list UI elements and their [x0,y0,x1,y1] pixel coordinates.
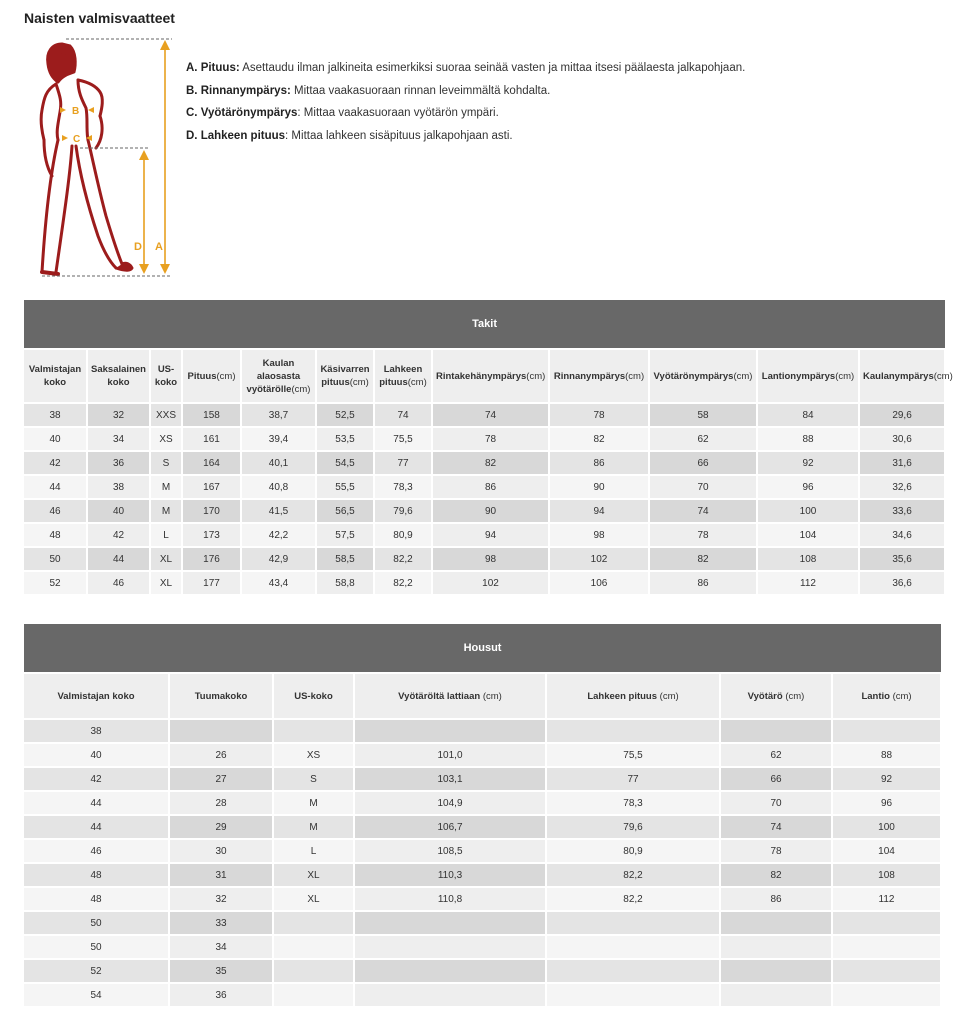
housut-table-cell: M [273,815,354,839]
takit-column-header [549,349,649,403]
takit-table-row [24,547,945,571]
takit-table-cell: XL [150,547,182,571]
takit-table-cell: 80,9 [374,523,432,547]
housut-table-cell: 104 [832,839,941,863]
header-unit: (cm) [933,370,953,382]
housut-table-cell: 80,9 [546,839,720,863]
takit-table-cell: 30,6 [859,427,945,451]
takit-table-cell: M [150,499,182,523]
takit-table-cell: 38 [87,475,150,499]
housut-table-cell [273,935,354,959]
takit-table-cell: 43,4 [241,571,316,595]
takit-table-cell: 48 [24,523,87,547]
takit-table-cell: 96 [757,475,859,499]
takit-table-cell: 34,6 [859,523,945,547]
takit-table-cell: 33,6 [859,499,945,523]
housut-table-cell: 78 [720,839,832,863]
housut-table-cell: 96 [832,791,941,815]
takit-column-header [432,349,549,403]
takit-table-cell: 42,2 [241,523,316,547]
takit-table-cell: 79,6 [374,499,432,523]
takit-table-cell: 46 [87,571,150,595]
housut-table-cell: 31 [169,863,273,887]
takit-table-cell: 31,6 [859,451,945,475]
takit-table-cell: 58 [649,403,757,427]
takit-table-cell: 88 [757,427,859,451]
header-label: Lantio [861,690,890,702]
takit-table-row [24,499,945,523]
housut-table-cell: 30 [169,839,273,863]
housut-table-cell: 75,5 [546,743,720,767]
housut-table-cell: 86 [720,887,832,911]
instruction-d: D. Lahkeen pituus: Mittaa lahkeen sisäpituus jalkapohjaan asti. [186,129,513,142]
takit-table-cell: XS [150,427,182,451]
takit-table-cell: 42 [24,451,87,475]
takit-table-cell: 90 [549,475,649,499]
housut-table-cell: 82,2 [546,887,720,911]
housut-table-cell: S [273,767,354,791]
housut-table-cell: 46 [24,839,169,863]
housut-table-cell: 32 [169,887,273,911]
housut-table-cell [273,983,354,1007]
housut-table-cell [720,719,832,743]
housut-table-cell: 104,9 [354,791,546,815]
header-label: Saksalainen koko [91,364,146,388]
takit-column-header [241,349,316,403]
housut-column-header [273,673,354,719]
header-label: US-koko [154,364,178,388]
header-label: Rintakehänympärys [436,370,527,382]
takit-table-cell: 106 [549,571,649,595]
housut-table-cell: 50 [24,935,169,959]
housut-table-cell: 36 [169,983,273,1007]
takit-table-cell: 52,5 [316,403,374,427]
housut-table-cell [720,959,832,983]
housut-table-cell: 52 [24,959,169,983]
takit-column-header [316,349,374,403]
header-label: Vyötärönympärys [653,370,734,382]
takit-column-header [859,349,953,403]
takit-table-cell: M [150,475,182,499]
takit-table-cell: 84 [757,403,859,427]
header-unit: (cm) [657,690,679,702]
header-unit: (cm) [480,690,502,702]
takit-column-header [374,349,432,403]
housut-table-row [24,863,941,887]
housut-table-cell [720,911,832,935]
takit-table-cell: 53,5 [316,427,374,451]
housut-table-cell: 44 [24,815,169,839]
housut-table-cell: 66 [720,767,832,791]
takit-table-cell: 86 [549,451,649,475]
housut-table-cell [832,983,941,1007]
takit-table-cell: 40,8 [241,475,316,499]
takit-table-row [24,427,945,451]
housut-table-cell [546,983,720,1007]
takit-table-cell: L [150,523,182,547]
housut-table-cell: 44 [24,791,169,815]
header-label: Lantionympärys [761,370,836,382]
header-label: Valmistajan koko [28,364,82,388]
takit-table-cell: 40,1 [241,451,316,475]
housut-table-cell [832,719,941,743]
takit-table-cell: 94 [549,499,649,523]
housut-table-cell: 38 [24,719,169,743]
housut-table-cell: 34 [169,935,273,959]
housut-table-row [24,767,941,791]
housut-table-cell: 50 [24,911,169,935]
takit-table-cell: 32,6 [859,475,945,499]
housut-table-cell [354,935,546,959]
housut-title: Housut [24,624,941,673]
housut-table-cell [169,719,273,743]
housut-table-cell: 27 [169,767,273,791]
label-b: B [72,106,80,117]
housut-table-cell: 77 [546,767,720,791]
housut-table-cell [354,911,546,935]
takit-table-cell: 57,5 [316,523,374,547]
takit-table-cell: 98 [432,547,549,571]
header-label: Vyötärö [747,690,783,702]
takit-table-cell: 77 [374,451,432,475]
housut-table-row [24,719,941,743]
header-unit: (cm) [733,370,753,382]
takit-table-cell: 158 [182,403,241,427]
housut-table-cell [273,719,354,743]
label-d: D [134,241,142,253]
housut-table-cell [354,719,546,743]
takit-size-table [24,300,953,596]
takit-table-cell: 32 [87,403,150,427]
housut-column-header [720,673,832,719]
housut-table-cell: 26 [169,743,273,767]
takit-table-cell: 40 [87,499,150,523]
housut-table-cell: XS [273,743,354,767]
housut-table-cell: 82,2 [546,863,720,887]
housut-table-cell [832,911,941,935]
header-unit: (cm) [526,370,546,382]
housut-table-cell [832,959,941,983]
housut-table-cell: 110,8 [354,887,546,911]
housut-table-cell: 54 [24,983,169,1007]
takit-table-cell: 58,5 [316,547,374,571]
takit-table-cell: 170 [182,499,241,523]
takit-table-cell: 82 [649,547,757,571]
header-unit: (cm) [349,377,369,388]
housut-table-cell: 110,3 [354,863,546,887]
takit-title: Takit [24,300,945,349]
housut-table-cell: 103,1 [354,767,546,791]
housut-table-cell: 48 [24,887,169,911]
header-label: Käsivarren pituus [320,364,370,388]
header-unit: (cm) [407,377,427,388]
housut-table-cell: 101,0 [354,743,546,767]
housut-table-cell: M [273,791,354,815]
housut-table-row [24,911,941,935]
takit-table-cell: 176 [182,547,241,571]
housut-column-header [832,673,941,719]
header-label: Valmistajan koko [57,690,135,702]
housut-table-cell: 79,6 [546,815,720,839]
takit-table-cell: 40 [24,427,87,451]
housut-table-cell: 82 [720,863,832,887]
takit-table-cell: 74 [374,403,432,427]
takit-table-cell: 52 [24,571,87,595]
housut-column-header [546,673,720,719]
takit-table-cell: 161 [182,427,241,451]
takit-table-cell: 35,6 [859,547,945,571]
measurement-figure [22,36,174,282]
housut-table-cell: 28 [169,791,273,815]
header-label: Pituus [187,370,217,382]
instruction-a: A. Pituus: Asettaudu ilman jalkineita esimerkiksi suoraa seinää vasten ja mittaa itsesi päälaesta jalkapohjaan. [186,62,746,74]
takit-table-cell: 44 [87,547,150,571]
takit-table-cell: 78 [432,427,549,451]
takit-table-cell: 112 [757,571,859,595]
housut-table-row [24,887,941,911]
takit-table-cell: 98 [549,523,649,547]
takit-table-cell: S [150,451,182,475]
header-unit: (cm) [625,370,645,382]
housut-table-cell: 35 [169,959,273,983]
takit-table-cell: 108 [757,547,859,571]
woman-silhouette-icon [41,44,132,274]
takit-table-cell: 78 [549,403,649,427]
housut-table-row [24,815,941,839]
housut-table-cell: 100 [832,815,941,839]
header-label: Lahkeen pituus [587,690,658,702]
housut-table-row [24,959,941,983]
takit-table-row [24,475,945,499]
housut-table-cell: 62 [720,743,832,767]
takit-table-cell: 38,7 [241,403,316,427]
header-unit: (cm) [216,370,236,382]
takit-table-cell: 62 [649,427,757,451]
takit-table-cell: 46 [24,499,87,523]
takit-table-cell: 94 [432,523,549,547]
housut-table-cell [354,983,546,1007]
housut-table-cell [354,959,546,983]
takit-table-cell: 82,2 [374,571,432,595]
housut-table-cell [720,935,832,959]
instruction-c: C. Vyötärönympärys: Mittaa vaakasuoraan vyötärön ympäri. [186,107,499,119]
takit-table-row [24,403,945,427]
takit-table-cell: 29,6 [859,403,945,427]
housut-size-table [24,624,942,1008]
housut-table-cell: 78,3 [546,791,720,815]
takit-table-cell: 102 [432,571,549,595]
takit-table-cell: 82 [432,451,549,475]
takit-table-cell: 70 [649,475,757,499]
housut-table-cell [546,959,720,983]
housut-column-header [354,673,546,719]
header-unit: (cm) [291,383,311,395]
header-unit: (cm) [835,370,855,382]
housut-table-cell: 29 [169,815,273,839]
takit-table-cell: 55,5 [316,475,374,499]
housut-column-header [169,673,273,719]
takit-table-cell: 38 [24,403,87,427]
takit-table-cell: 167 [182,475,241,499]
takit-table-cell: 42 [87,523,150,547]
housut-table-cell: 112 [832,887,941,911]
takit-table-cell: 173 [182,523,241,547]
housut-table-row [24,935,941,959]
housut-table-row [24,743,941,767]
takit-table-cell: 86 [649,571,757,595]
takit-column-header [649,349,757,403]
housut-table-cell [546,935,720,959]
label-c: C [73,134,81,145]
takit-table-cell: 74 [649,499,757,523]
page-title: Naisten valmisvaatteet [24,10,175,26]
housut-table-row [24,791,941,815]
takit-table-cell: 74 [432,403,549,427]
housut-table-cell: 33 [169,911,273,935]
housut-table-row [24,839,941,863]
takit-table-cell: 50 [24,547,87,571]
takit-table-cell: 86 [432,475,549,499]
housut-table-cell [273,911,354,935]
housut-column-header [24,673,169,719]
takit-table-cell: 39,4 [241,427,316,451]
takit-table-cell: 90 [432,499,549,523]
takit-column-header [87,349,150,403]
header-label: Kaulanympärys [863,370,934,382]
takit-table-row [24,523,945,547]
takit-table-cell: 36 [87,451,150,475]
takit-table-cell: 34 [87,427,150,451]
header-label: Tuumakoko [194,690,248,702]
label-a: A [155,241,163,253]
housut-table-cell: XL [273,863,354,887]
housut-table-cell: 42 [24,767,169,791]
housut-table-cell: 92 [832,767,941,791]
takit-table-cell: 78 [649,523,757,547]
housut-table-cell: 40 [24,743,169,767]
takit-table-cell: 82 [549,427,649,451]
takit-column-header [150,349,182,403]
housut-table-cell: 74 [720,815,832,839]
housut-table-cell [546,719,720,743]
housut-table-cell: 108 [832,863,941,887]
takit-table-cell: 58,8 [316,571,374,595]
takit-table-cell: 42,9 [241,547,316,571]
takit-table-cell: 44 [24,475,87,499]
housut-table-cell: XL [273,887,354,911]
takit-table-cell: 54,5 [316,451,374,475]
measurement-instructions [186,57,745,147]
header-label: Vyötäröltä lattiaan [398,690,481,702]
takit-table-row [24,451,945,475]
housut-table-cell: L [273,839,354,863]
housut-table-cell: 70 [720,791,832,815]
takit-table-cell: XL [150,571,182,595]
housut-table-cell: 48 [24,863,169,887]
takit-column-header [182,349,241,403]
header-unit: (cm) [889,690,912,702]
takit-table-cell: 92 [757,451,859,475]
housut-table-cell [720,983,832,1007]
header-label: US-koko [294,690,333,702]
housut-table-cell: 88 [832,743,941,767]
takit-column-header [757,349,859,403]
takit-table-cell: 66 [649,451,757,475]
takit-table-cell: 36,6 [859,571,945,595]
takit-table-cell: 102 [549,547,649,571]
housut-table-cell [273,959,354,983]
takit-table-cell: 104 [757,523,859,547]
header-label: Lahkeen pituus [379,364,423,388]
takit-table-cell: 82,2 [374,547,432,571]
housut-table-cell [832,935,941,959]
takit-table-cell: 75,5 [374,427,432,451]
housut-table-row [24,983,941,1007]
takit-table-cell: 78,3 [374,475,432,499]
housut-table-cell [546,911,720,935]
takit-table-cell: 164 [182,451,241,475]
takit-table-cell: 100 [757,499,859,523]
takit-table-cell: 56,5 [316,499,374,523]
header-label: Kaulan alaosasta vyötärölle [246,357,301,395]
takit-column-header [24,349,87,403]
takit-table-cell: 177 [182,571,241,595]
takit-table-cell: 41,5 [241,499,316,523]
takit-table-cell: XXS [150,403,182,427]
instruction-b: B. Rinnanympärys: Mittaa vaakasuoraan rinnan leveimmältä kohdalta. [186,84,551,97]
housut-table-cell: 108,5 [354,839,546,863]
housut-table-cell: 106,7 [354,815,546,839]
header-unit: (cm) [782,690,805,702]
header-label: Rinnanympärys [553,370,626,382]
takit-table-row [24,571,945,595]
